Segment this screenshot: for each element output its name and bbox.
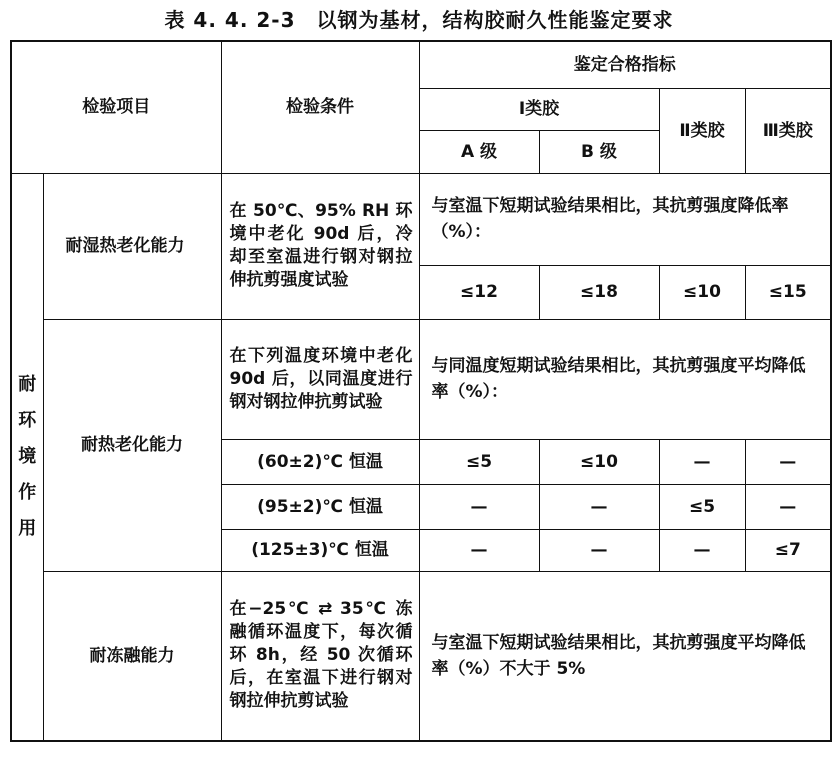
value-heat125-class3: ≤7 — [745, 529, 831, 571]
value-heat95-a: — — [419, 484, 539, 529]
value-heat95-class2: ≤5 — [659, 484, 745, 529]
value-humid-a: ≤12 — [419, 265, 539, 319]
header-class3: Ⅲ类胶 — [745, 88, 831, 173]
condition-heat-125: (125±3)℃ 恒温 — [221, 529, 419, 571]
value-heat60-b: ≤10 — [539, 439, 659, 484]
value-heat125-class2: — — [659, 529, 745, 571]
durability-requirements-table — [10, 40, 832, 742]
header-item: 检验项目 — [11, 41, 221, 173]
condition-freeze-thaw: 在−25℃ ⇄ 35℃ 冻融循环温度下，每次循环 8h，经 50 次循环后，在室温下进行钢对钢拉伸抗剪试验 — [221, 571, 419, 741]
desc-heat-aging: 与同温度短期试验结果相比，其抗剪强度平均降低率（%）： — [419, 319, 831, 439]
condition-heat-95: (95±2)℃ 恒温 — [221, 484, 419, 529]
condition-humid-heat: 在 50℃、95% RH 环境中老化 90d 后，冷却至室温进行钢对钢拉伸抗剪强度试验 — [221, 173, 419, 319]
table-title: 表 4. 4. 2-3 以钢为基材，结构胶耐久性能鉴定要求 — [164, 8, 674, 32]
value-humid-class3: ≤15 — [745, 265, 831, 319]
condition-heat-60: (60±2)℃ 恒温 — [221, 439, 419, 484]
value-heat60-class3: — — [745, 439, 831, 484]
header-condition: 检验条件 — [221, 41, 419, 173]
value-heat60-a: ≤5 — [419, 439, 539, 484]
value-heat60-class2: — — [659, 439, 745, 484]
item-freeze-thaw: 耐冻融能力 — [43, 571, 221, 741]
header-class1: Ⅰ类胶 — [419, 88, 659, 130]
header-grade-b: B 级 — [539, 130, 659, 173]
header-criteria: 鉴定合格指标 — [419, 41, 831, 88]
value-humid-b: ≤18 — [539, 265, 659, 319]
value-heat95-class3: — — [745, 484, 831, 529]
item-humid-heat: 耐湿热老化能力 — [43, 173, 221, 319]
header-grade-a: A 级 — [419, 130, 539, 173]
item-heat-aging: 耐热老化能力 — [43, 319, 221, 571]
value-heat95-b: — — [539, 484, 659, 529]
value-heat125-a: — — [419, 529, 539, 571]
desc-freeze-thaw: 与室温下短期试验结果相比，其抗剪强度平均降低率（%）不大于 5% — [419, 571, 831, 741]
desc-humid-heat: 与室温下短期试验结果相比，其抗剪强度降低率（%）： — [419, 173, 831, 265]
value-humid-class2: ≤10 — [659, 265, 745, 319]
group-label-environment: 耐 环 境 作 用 — [11, 173, 43, 741]
value-heat125-b: — — [539, 529, 659, 571]
condition-heat-aging: 在下列温度环境中老化 90d 后，以同温度进行钢对钢拉伸抗剪试验 — [221, 319, 419, 439]
header-class2: Ⅱ类胶 — [659, 88, 745, 173]
